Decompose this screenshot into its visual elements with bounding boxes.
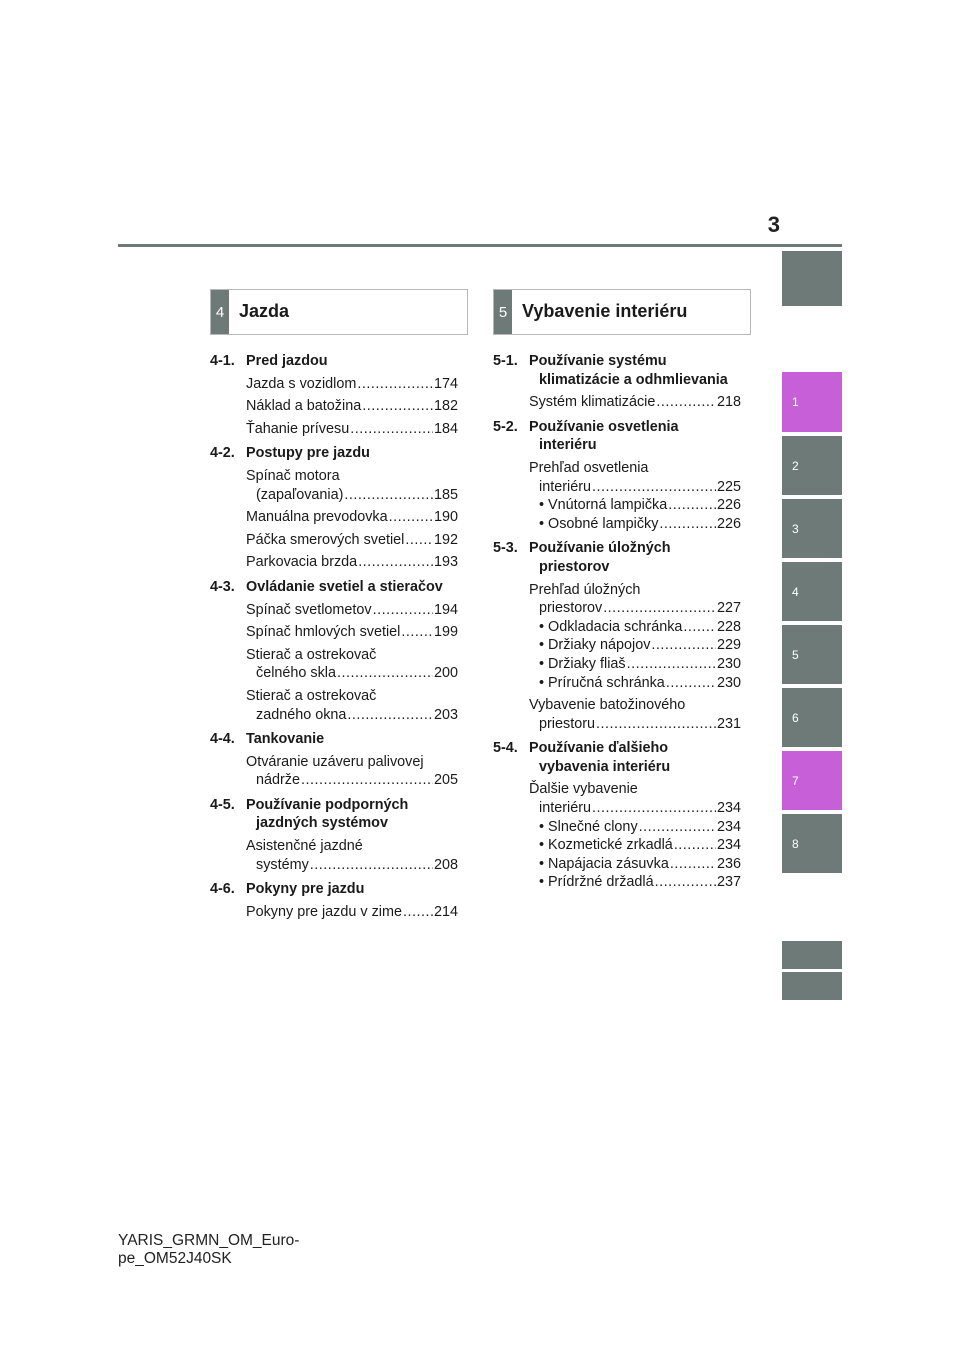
toc-sub-entry[interactable] [529, 855, 741, 874]
chapter-heading[interactable] [210, 444, 458, 463]
entry-title: • Kozmetické zrkadlá [539, 837, 673, 854]
chapter-title-line: klimatizácie a odhmlievania [539, 371, 728, 388]
page-ref: 205 [433, 772, 458, 789]
side-tab-label: 3 [792, 521, 799, 536]
side-tab-label: 5 [792, 647, 799, 662]
side-tab-1[interactable] [782, 372, 842, 432]
leader-dots [301, 771, 433, 790]
chapter-entries [246, 375, 458, 439]
toc-entry-row[interactable] [529, 393, 741, 412]
page-ref: 214 [433, 903, 458, 920]
chapter-group [493, 539, 741, 733]
leader-dots [405, 531, 433, 550]
entry-title-line: Ďalšie vybavenie [529, 781, 638, 798]
toc-sub-entry[interactable] [529, 655, 741, 674]
chapter-entries [529, 780, 741, 892]
toc-entry [246, 397, 458, 416]
side-tab-blank-top[interactable] [782, 251, 842, 306]
entry-title: • Napájacia zásuvka [539, 855, 669, 872]
leader-dots [656, 393, 716, 412]
leader-dots [358, 553, 433, 572]
toc-entry [529, 780, 741, 892]
leader-dots [596, 715, 716, 734]
chapter-heading[interactable] [210, 578, 458, 597]
chapter-entries [246, 903, 458, 922]
section-header-5[interactable] [493, 289, 751, 335]
leader-dots [362, 397, 433, 416]
section-title: Jazda [239, 301, 290, 321]
toc-sub-entry[interactable] [529, 515, 741, 534]
leader-dots [592, 478, 716, 497]
toc-entry-row[interactable] [246, 706, 458, 725]
chapter-number: 5-1. [493, 353, 518, 369]
chapter-number: 4-5. [210, 796, 235, 813]
section-number: 5 [494, 290, 512, 334]
chapter-title-line: Používanie úložných [529, 540, 671, 557]
chapter-title [529, 418, 741, 455]
page-ref: 226 [716, 515, 741, 532]
chapter-number: 5-2. [493, 418, 518, 435]
chapter-title-line: Používanie osvetlenia [529, 418, 679, 435]
toc-entry [529, 393, 741, 412]
entry-title-line: Otváranie uzáveru palivovej [246, 753, 424, 770]
entry-title: • Odkladacia schránka [539, 618, 683, 635]
toc-entry-row[interactable] [529, 478, 741, 497]
entry-title: • Držiaky nápojov [539, 637, 651, 654]
page-ref: 236 [716, 855, 741, 872]
leader-dots [344, 486, 433, 505]
entry-title: • Držiaky fliaš [539, 655, 626, 672]
toc-sub-entry[interactable] [529, 496, 741, 515]
page-ref: 218 [716, 394, 741, 411]
chapter-entries [529, 581, 741, 734]
entry-title-line: Stierač a ostrekovač [246, 687, 377, 704]
entry-title: priestorov [539, 600, 603, 617]
toc-entry-row[interactable] [246, 553, 458, 572]
toc-entry-row[interactable] [246, 856, 458, 875]
entry-title: Spínač hmlových svetiel [246, 624, 401, 641]
entry-title-line: Stierač a ostrekovač [246, 646, 377, 663]
entry-title: Ťahanie prívesu [246, 420, 350, 437]
page-ref: 229 [716, 637, 741, 654]
chapter-title [246, 730, 458, 749]
chapter-number: 4-1. [210, 353, 235, 369]
toc-entry-row[interactable] [246, 397, 458, 416]
side-tab-label: 4 [792, 584, 799, 599]
leader-dots [639, 818, 716, 837]
chapter-group [210, 796, 458, 874]
toc-entry-row[interactable] [529, 715, 741, 734]
toc-entry-row[interactable] [246, 531, 458, 550]
chapter-number: 4-3. [210, 578, 235, 595]
leader-dots [666, 674, 716, 693]
toc-entry [246, 753, 458, 790]
toc-entry-row[interactable] [246, 664, 458, 683]
section-number: 4 [211, 290, 229, 334]
toc-entry [246, 623, 458, 642]
toc-column-section-5 [493, 352, 741, 898]
chapter-entries [246, 467, 458, 572]
chapter-title-line: interiéru [539, 437, 597, 454]
toc-sub-entry[interactable] [529, 636, 741, 655]
toc-entry [246, 508, 458, 527]
page-ref: 192 [433, 531, 458, 548]
chapter-title [246, 444, 458, 463]
footer-line: pe_OM52J40SK [118, 1250, 232, 1267]
page-ref: 225 [716, 478, 741, 495]
side-tab-8[interactable] [782, 814, 842, 873]
chapter-title [246, 880, 458, 899]
side-tab-5[interactable] [782, 625, 842, 684]
leader-dots [389, 508, 433, 527]
chapter-number: 5-4. [493, 740, 518, 757]
toc-entry [246, 553, 458, 572]
side-tab-label: 2 [792, 458, 799, 473]
page-ref: 234 [716, 818, 741, 835]
chapter-heading[interactable] [493, 539, 741, 576]
toc-entry [246, 837, 458, 874]
chapter-group [210, 352, 458, 438]
chapter-number: 4-2. [210, 445, 235, 462]
section-title: Vybavenie interiéru [522, 301, 688, 321]
entry-title: Jazda s vozidlom [246, 375, 357, 392]
entry-title: Spínač svetlometov [246, 601, 372, 618]
page-ref: 234 [716, 837, 741, 854]
page-ref: 185 [433, 486, 458, 503]
chapter-title-line: Postupy pre jazdu [246, 445, 370, 462]
entry-title-line: Asistenčné jazdné [246, 838, 363, 855]
leader-dots [403, 903, 433, 922]
page-ref: 228 [716, 618, 741, 635]
page-ref: 193 [433, 554, 458, 571]
toc-entry [529, 581, 741, 693]
entry-title-line: Spínač motora [246, 467, 340, 484]
side-tab-label: 6 [792, 710, 799, 725]
toc-entry-row[interactable] [246, 375, 458, 394]
leader-dots [603, 599, 716, 618]
toc-entry [246, 467, 458, 504]
side-tab-label: 7 [792, 773, 799, 788]
toc-entry [246, 687, 458, 724]
toc-entry-row[interactable] [246, 508, 458, 527]
header-rule [118, 244, 842, 247]
page-ref: 182 [433, 398, 458, 415]
leader-dots [627, 655, 716, 674]
chapter-title-line: Používanie podporných [246, 796, 409, 813]
page-ref: 174 [433, 375, 458, 392]
chapter-title [246, 796, 458, 833]
toc-sub-entry[interactable] [529, 836, 741, 855]
entry-title: Náklad a batožina [246, 398, 362, 415]
section-header-4[interactable] [210, 289, 468, 335]
toc-sub-entry[interactable] [529, 618, 741, 637]
chapter-title [246, 578, 458, 597]
toc-entry [246, 420, 458, 439]
chapter-entries [246, 837, 458, 874]
entry-title: interiéru [539, 478, 591, 495]
toc-entry-row[interactable] [246, 486, 458, 505]
leader-dots [310, 856, 433, 875]
chapter-number: 4-4. [210, 731, 235, 748]
toc-entry [529, 459, 741, 533]
entry-title-line: Prehľad osvetlenia [529, 459, 649, 476]
leader-dots [350, 420, 433, 439]
leader-dots [659, 515, 716, 534]
leader-dots [674, 836, 716, 855]
entry-title: • Príručná schránka [539, 674, 665, 691]
entry-title: priestoru [539, 715, 595, 732]
leader-dots [670, 855, 716, 874]
toc-entry [246, 601, 458, 620]
footer-line: YARIS_GRMN_OM_Euro- [118, 1232, 300, 1249]
chapter-heading[interactable] [210, 352, 458, 371]
side-tab-label: 1 [792, 395, 799, 409]
entry-title: Pokyny pre jazdu v zime [246, 903, 402, 920]
side-tab-6[interactable] [782, 688, 842, 747]
chapter-group [210, 578, 458, 724]
chapter-title-line: jazdných systémov [256, 815, 388, 832]
entry-title: systémy [256, 856, 309, 873]
leader-dots [347, 706, 433, 725]
page-ref: 203 [433, 706, 458, 723]
page-ref: 227 [716, 600, 741, 617]
chapter-heading[interactable] [210, 796, 458, 833]
leader-dots [683, 618, 716, 637]
entry-title: Parkovacia brzda [246, 554, 358, 571]
entry-title: Systém klimatizácie [529, 394, 656, 411]
page-ref: 200 [433, 665, 458, 682]
leader-dots [592, 799, 716, 818]
toc-entry-row[interactable] [529, 599, 741, 618]
entry-title: čelného skla [256, 665, 336, 682]
toc-column-section-4 [210, 352, 458, 927]
chapter-title-line: Používanie ďalšieho [529, 740, 669, 757]
chapter-title [529, 539, 741, 576]
chapter-title-line: Používanie systému [529, 353, 667, 369]
toc-entry [246, 903, 458, 922]
chapter-heading[interactable] [493, 352, 741, 389]
chapter-entries [529, 393, 741, 412]
chapter-heading[interactable] [210, 880, 458, 899]
toc-sub-entry[interactable] [529, 873, 741, 892]
footer-doc-code [118, 1232, 299, 1268]
chapter-title-line: vybavenia interiéru [539, 758, 671, 775]
entry-title-line: Prehľad úložných [529, 581, 641, 598]
chapter-group [210, 730, 458, 790]
chapter-entries [246, 601, 458, 725]
chapter-title-line: Pred jazdou [246, 353, 328, 369]
toc-sub-entry[interactable] [529, 818, 741, 837]
entry-title: • Vnútorná lampička [539, 497, 668, 514]
chapter-group [493, 739, 741, 892]
page-ref: 230 [716, 674, 741, 691]
toc-entry [246, 531, 458, 550]
chapter-group [493, 352, 741, 412]
side-tab-blank-bottom-1[interactable] [782, 941, 842, 969]
toc-entry-row[interactable] [246, 623, 458, 642]
chapter-title-line: priestorov [539, 558, 610, 575]
side-tab-2[interactable] [782, 436, 842, 495]
entry-title: zadného okna [256, 706, 347, 723]
chapter-group [210, 444, 458, 572]
page-ref: 231 [716, 715, 741, 732]
toc-entry-row[interactable] [246, 601, 458, 620]
side-tab-blank-bottom-2[interactable] [782, 972, 842, 1000]
page-ref: 226 [716, 497, 741, 514]
leader-dots [357, 375, 433, 394]
entry-title: (zapaľovania) [256, 486, 344, 503]
chapter-title-line: Pokyny pre jazdu [246, 881, 365, 898]
toc-sub-entry[interactable] [529, 674, 741, 693]
entry-title: Páčka smerových svetiel [246, 531, 405, 548]
leader-dots [651, 636, 716, 655]
chapter-entries [529, 459, 741, 533]
leader-dots [655, 873, 716, 892]
chapter-group [493, 418, 741, 534]
chapter-title [529, 739, 741, 776]
page-ref: 190 [433, 509, 458, 526]
chapter-heading[interactable] [493, 418, 741, 455]
page-ref: 194 [433, 601, 458, 618]
toc-entry [246, 375, 458, 394]
entry-title: • Slnečné clony [539, 818, 638, 835]
entry-title: Manuálna prevodovka [246, 509, 388, 526]
side-tab-7[interactable] [782, 751, 842, 810]
chapter-title [246, 352, 458, 371]
side-tab-label: 8 [792, 836, 799, 851]
toc-entry-row[interactable] [246, 771, 458, 790]
leader-dots [401, 623, 433, 642]
entry-title: • Osobné lampičky [539, 515, 659, 532]
entry-title: interiéru [539, 800, 591, 817]
chapter-title-line: Ovládanie svetiel a stieračov [246, 578, 443, 595]
chapter-entries [246, 753, 458, 790]
page-number: 3 [767, 212, 780, 237]
leader-dots [373, 601, 433, 620]
page-ref: 184 [433, 420, 458, 437]
page-ref: 237 [716, 874, 741, 891]
toc-entry [529, 696, 741, 733]
entry-title: nádrže [256, 772, 301, 789]
page-ref: 234 [716, 800, 741, 817]
chapter-title [529, 352, 741, 389]
chapter-heading[interactable] [493, 739, 741, 776]
side-tab-3[interactable] [782, 499, 842, 558]
chapter-heading[interactable] [210, 730, 458, 749]
page-ref: 230 [716, 655, 741, 672]
leader-dots [668, 496, 716, 515]
chapter-number: 5-3. [493, 540, 518, 557]
toc-entry [246, 646, 458, 683]
side-tab-4[interactable] [782, 562, 842, 621]
entry-title-line: Vybavenie batožinového [529, 697, 686, 714]
chapter-title-line: Tankovanie [246, 731, 325, 748]
leader-dots [337, 664, 433, 683]
toc-entry-row[interactable] [246, 903, 458, 922]
entry-title: • Prídržné držadlá [539, 874, 654, 891]
page-ref: 208 [433, 856, 458, 873]
toc-entry-row[interactable] [529, 799, 741, 818]
chapter-group [210, 880, 458, 921]
toc-entry-row[interactable] [246, 420, 458, 439]
page-ref: 199 [433, 624, 458, 641]
chapter-number: 4-6. [210, 881, 235, 898]
